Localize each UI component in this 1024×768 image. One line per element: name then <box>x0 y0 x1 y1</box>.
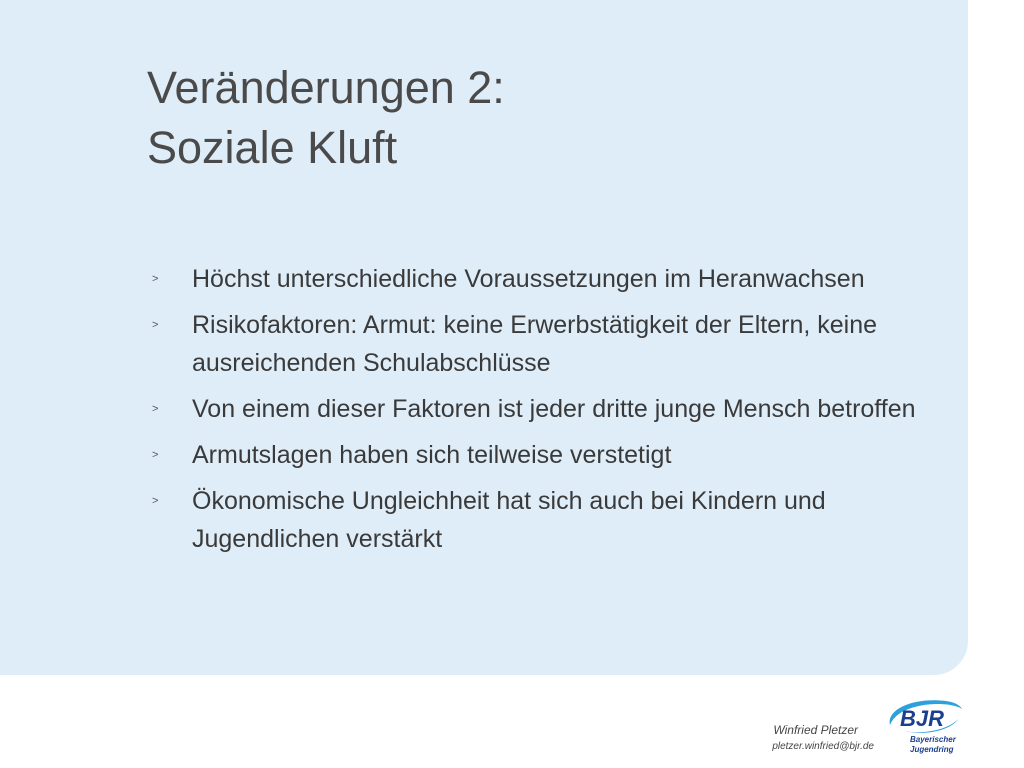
bullet-text: Von einem dieser Faktoren ist jeder dritte junge Mensch betroffen <box>192 395 916 423</box>
bullet-marker-icon: > <box>152 403 159 415</box>
slide-title-line-1: Veränderungen 2: <box>147 62 505 113</box>
author-email: pletzer.winfried@bjr.de <box>772 741 874 752</box>
svg-text:BJR: BJR <box>900 706 945 731</box>
bullet-marker-icon: > <box>152 273 159 285</box>
bullet-item <box>152 260 932 298</box>
bullet-item <box>152 390 932 428</box>
bullet-marker-icon: > <box>152 495 159 507</box>
bullet-text: Armutslagen haben sich teilweise verstetigt <box>192 441 672 469</box>
bullet-marker-icon: > <box>152 319 159 331</box>
author-name: Winfried Pletzer <box>773 723 858 737</box>
bullet-text: Ökonomische Ungleichheit hat sich auch bei Kindern und Jugendlichen verstärkt <box>192 487 826 553</box>
logo-line-1: Bayerischer <box>910 735 956 744</box>
bullet-item <box>152 306 932 382</box>
bjr-logo <box>884 695 964 759</box>
bullet-marker-icon: > <box>152 449 159 461</box>
bullet-item <box>152 482 932 558</box>
bullet-text: Höchst unterschiedliche Voraussetzungen im Heranwachsen <box>192 265 865 293</box>
slide-title <box>147 58 505 178</box>
bjr-logo-icon <box>884 695 964 739</box>
bullet-text: Risikofaktoren: Armut: keine Erwerbstätigkeit der Eltern, keine ausreichenden Schulabschlüsse <box>192 311 878 377</box>
slide-footer <box>0 675 1024 768</box>
bullet-item <box>152 436 932 474</box>
logo-line-2: Jugendring <box>910 745 954 754</box>
bullet-list <box>152 260 932 566</box>
slide-title-line-2: Soziale Kluft <box>147 122 398 173</box>
